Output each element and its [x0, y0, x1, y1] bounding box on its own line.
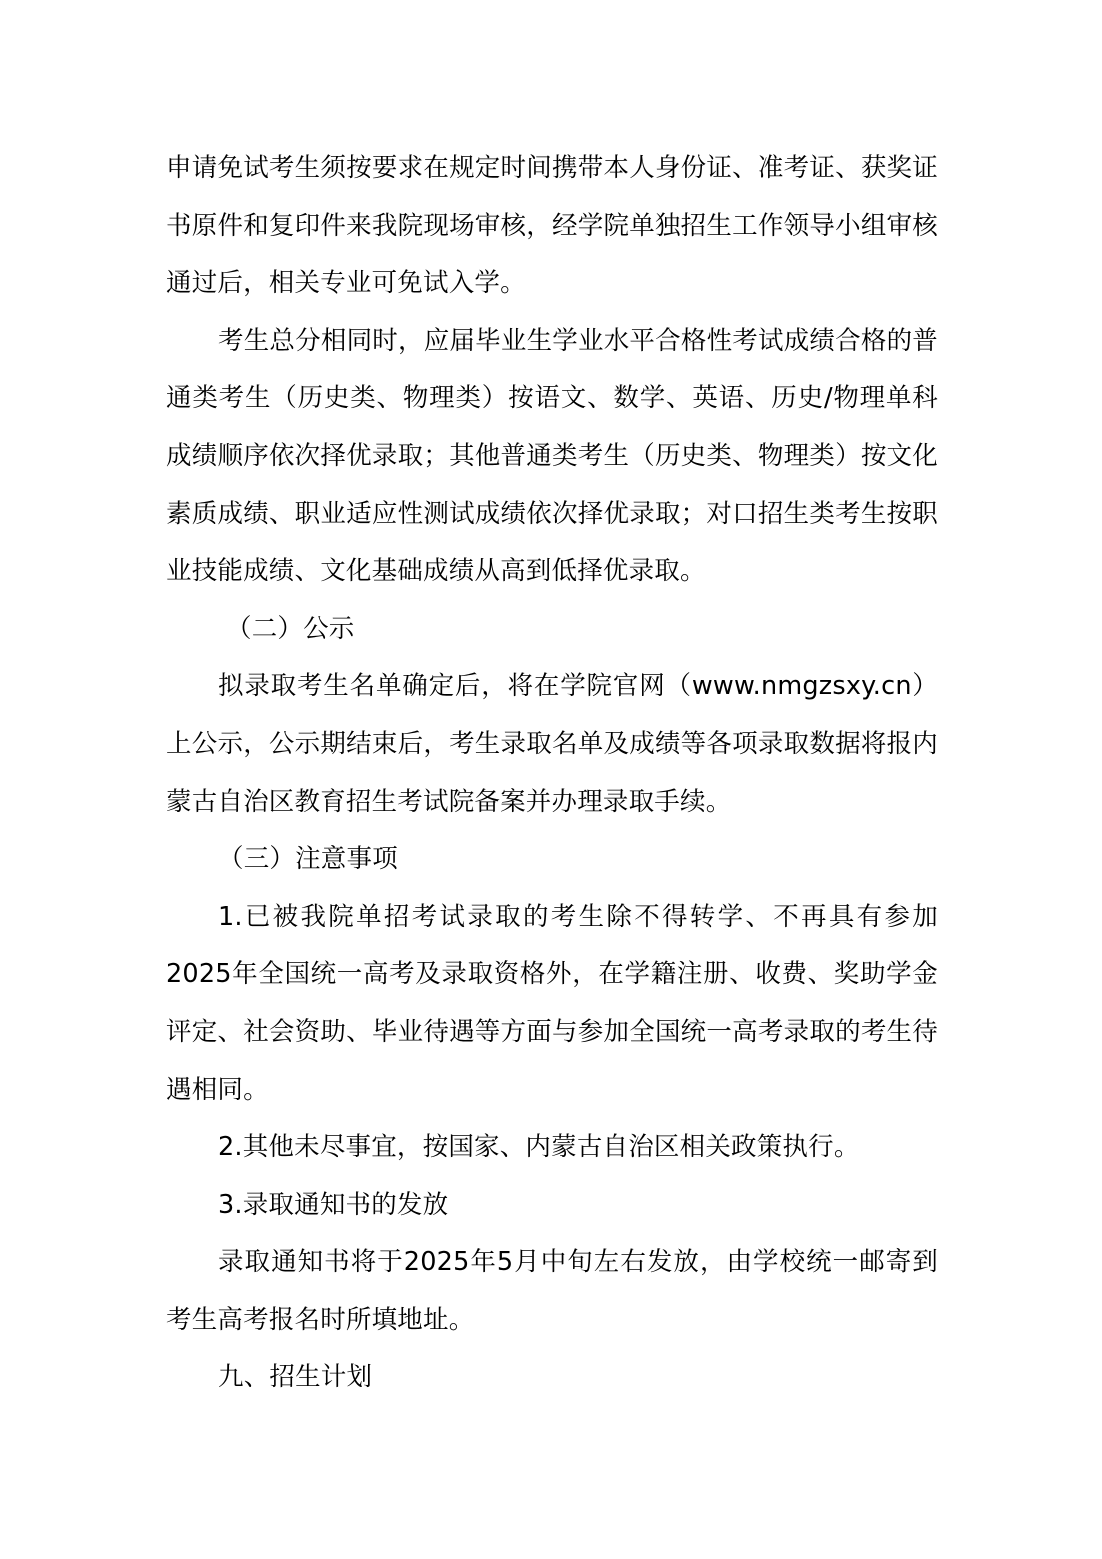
- paragraph-publicity: 拟录取考生名单确定后，将在学院官网（www.nmgzsxy.cn）上公示，公示期结束后，考生录取名单及成绩等各项录取数据将报内蒙古自治区教育招生考试院备案并办理录取手续。: [166, 671, 938, 817]
- paragraph-notice-delivery: 录取通知书将于2025年5月中旬左右发放，由学校统一邮寄到考生高考报名时所填地址。: [166, 1247, 938, 1335]
- paragraph-note-3-heading: 3.录取通知书的发放: [218, 1189, 449, 1220]
- paragraph-tie-break-rules: 考生总分相同时，应届毕业生学业水平合格性考试成绩合格的普通类考生（历史类、物理类）按语文、数学、英语、历史/物理单科成绩顺序依次择优录取；其他普通类考生（历史类、物理类）按文化素质成绩、职业适应性测试成绩依次择优录取；对口招生类考生按职业技能成绩、文化基础成绩从高到低择优录取。: [166, 325, 938, 587]
- paragraph-note-2: 2.其他未尽事宜，按国家、内蒙古自治区相关政策执行。: [218, 1132, 860, 1163]
- document-body: [166, 140, 938, 1407]
- heading-publicity: （二）公示: [226, 613, 355, 644]
- paragraph-exemption-review: 申请免试考生须按要求在规定时间携带本人身份证、准考证、获奖证书原件和复印件来我院现场审核，经学院单独招生工作领导小组审核通过后，相关专业可免试入学。: [166, 153, 938, 299]
- heading-notes: （三）注意事项: [218, 844, 398, 875]
- heading-enrollment-plan: 九、招生计划: [218, 1362, 373, 1393]
- paragraph-note-1: 1.已被我院单招考试录取的考生除不得转学、不再具有参加2025年全国统一高考及录取资格外，在学籍注册、收费、奖助学金评定、社会资助、毕业待遇等方面与参加全国统一高考录取的考生待遇相同。: [166, 901, 938, 1105]
